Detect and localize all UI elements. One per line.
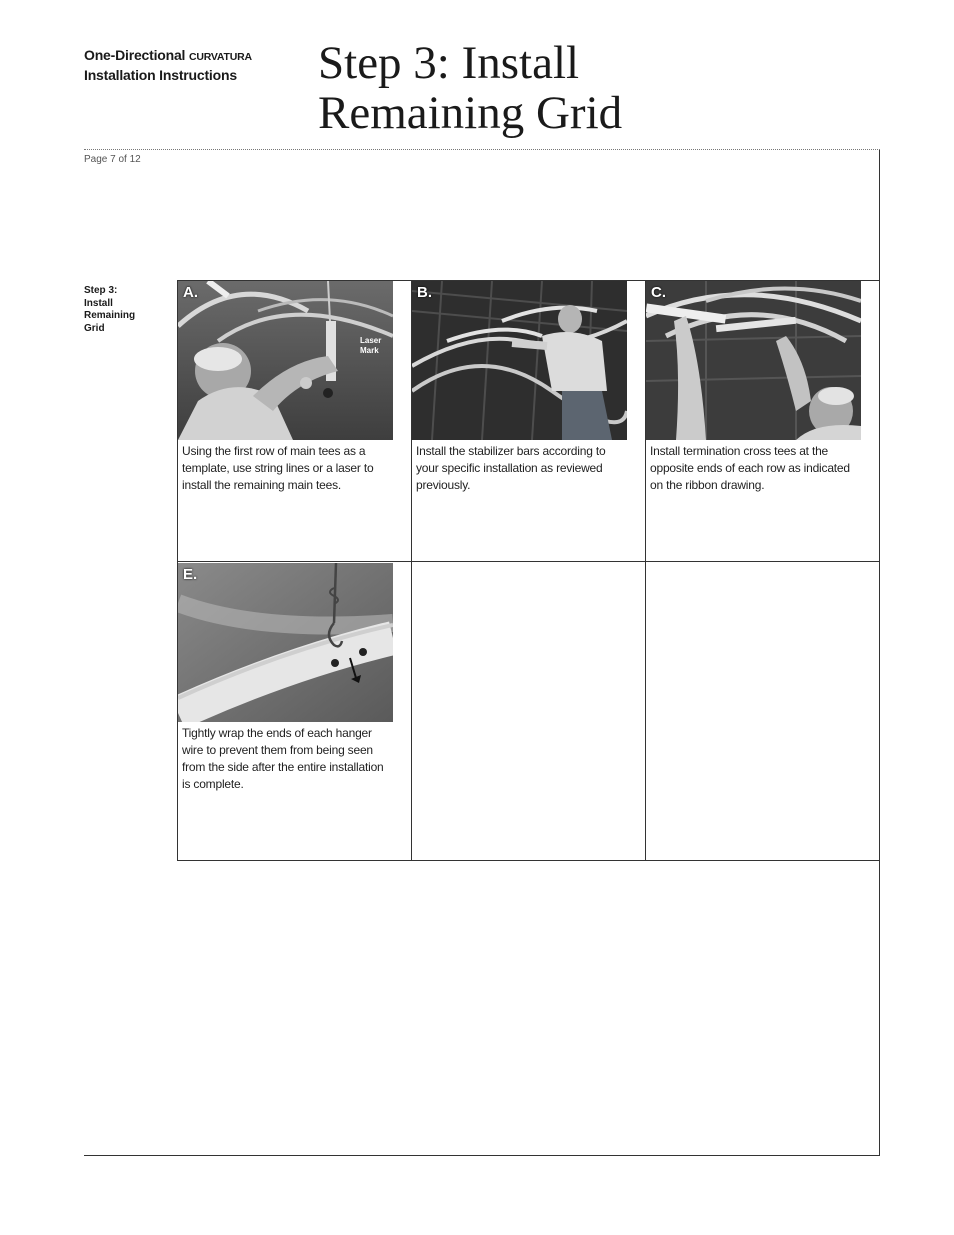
- panel-b: [411, 280, 645, 562]
- photo-c: [646, 281, 861, 440]
- empty-panel: [645, 562, 880, 860]
- photo-e: [178, 563, 393, 722]
- annotation-line: Laser: [360, 336, 382, 345]
- page-title-line2: Remaining Grid: [318, 87, 623, 139]
- empty-panel: [411, 562, 645, 860]
- panel-label: B.: [417, 284, 432, 301]
- panel-label: A.: [183, 284, 198, 301]
- annotation-line: Mark: [360, 346, 379, 355]
- grid-rule: [177, 860, 880, 861]
- caption-c: Install termination cross tees at the opposite ends of each row as indicated on the ribbon drawing.: [650, 444, 850, 492]
- caption-a: Using the first row of main tees as a template, use string lines or a laser to install the remaining main tees.: [182, 444, 374, 492]
- section-label: [84, 285, 164, 335]
- header-divider: [84, 149, 880, 150]
- caption-b: Install the stabilizer bars according to your specific installation as reviewed previously.: [416, 444, 606, 492]
- panel-c: [645, 280, 880, 562]
- panel-label: C.: [651, 284, 666, 301]
- footer-rule: [84, 1155, 880, 1156]
- document-title: [84, 46, 252, 84]
- brand-name: CURVATURA: [188, 51, 252, 63]
- panel-e: [177, 562, 411, 860]
- doc-title-prefix: One-Directional: [84, 47, 189, 63]
- panel-a: [177, 280, 411, 562]
- panel-label: E.: [183, 566, 198, 583]
- page-number: Page 7 of 12: [84, 154, 141, 165]
- photo-b: [412, 281, 627, 440]
- section-label-line: Remaining: [84, 310, 136, 321]
- laser-mark-annotation: [360, 336, 381, 356]
- page-title: [318, 38, 622, 138]
- section-label-line: Step 3:: [84, 285, 118, 296]
- section-label-line: Install: [84, 297, 113, 309]
- photo-a: [178, 281, 393, 440]
- page-title-line1: Step 3: Install: [318, 37, 580, 89]
- section-label-line: Grid: [84, 322, 105, 334]
- doc-subtitle: Installation Instructions: [84, 67, 237, 83]
- caption-e: Tightly wrap the ends of each hanger wire to prevent them from being seen from the side after the entire installation is complete.: [182, 726, 384, 791]
- step-panels-grid: [177, 280, 880, 860]
